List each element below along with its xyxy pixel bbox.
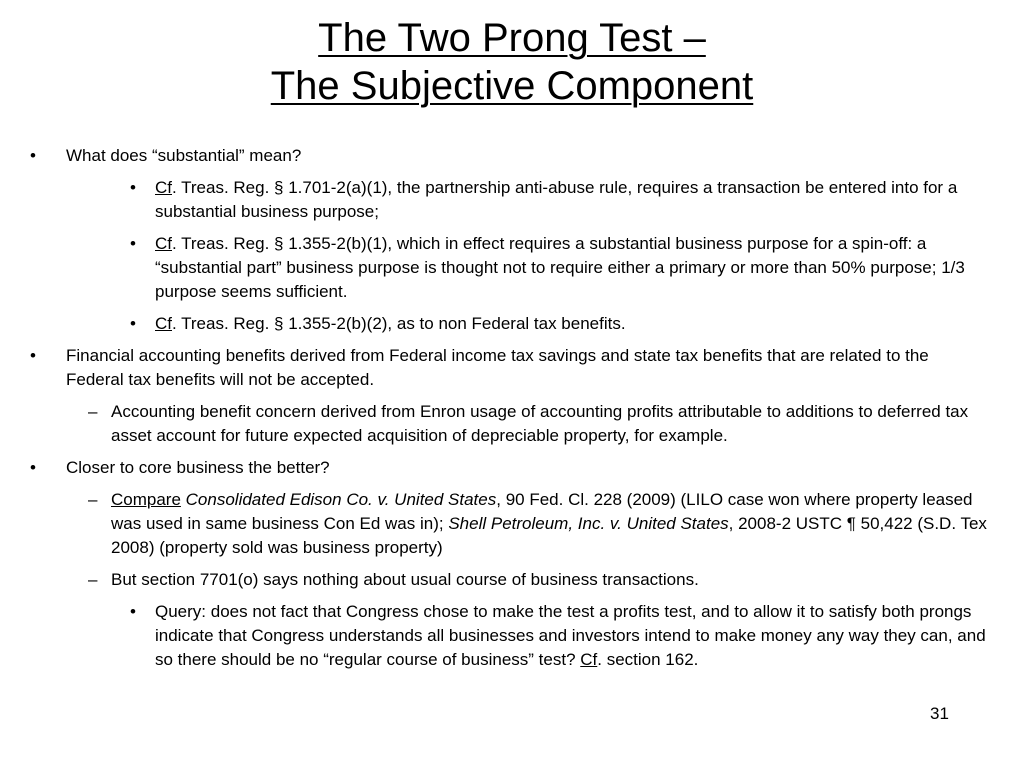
list-item [88,400,990,448]
bullet-text [155,600,990,672]
bullet-text [111,488,990,560]
bullet-body: , 90 Fed. Cl. 228 (2009) (LILO case won where property leased was used in same business Con Ed was in); [111,490,973,533]
bullet-marker: • [130,602,136,621]
slide-number: 31 [930,704,949,723]
list-item [130,232,990,304]
bullet-text [155,232,990,304]
bullet-text [155,176,990,224]
case-name: Consolidated Edison Co. v. United States [185,490,497,509]
bullet-text: What does “substantial” mean? [66,146,302,165]
bullet-body: . Treas. Reg. § 1.355-2(b)(1), which in effect requires a substantial business purpose for a spin-off: a “substantial part” business purpose is thought not to require either a primary or more than 50% purpose; 1/3 purpose seems sufficient. [155,234,965,301]
case-name: Shell Petroleum, Inc. v. United States [448,514,729,533]
slide-title [0,14,1024,110]
bullet-body: Query: does not fact that Congress chose to make the test a profits test, and to allow it to satisfy both prongs indicate that Congress understands all businesses and investors intend to make money any way they can, and so there should be no “regular course of business” test? [155,602,986,669]
list-item [130,312,990,336]
bullet-marker: • [30,458,36,477]
bullet-marker: • [30,146,36,165]
dash-marker: – [88,402,98,421]
list-item [30,144,990,168]
cf-text: Cf [155,178,172,197]
title-line-1: The Two Prong Test – [318,16,706,60]
bullet-body: . Treas. Reg. § 1.701-2(a)(1), the partnership anti-abuse rule, requires a transaction be entered into for a substantial business purpose; [155,178,958,221]
bullet-text [155,312,990,336]
cf-text: Cf [155,234,172,253]
list-item [88,568,990,592]
bullet-marker: • [130,234,136,253]
list-item [130,176,990,224]
bullet-body: . section 162. [597,650,699,669]
bullet-text: Accounting benefit concern derived from Enron usage of accounting profits attributable to additions to deferred tax asset account for future expected acquisition of depreciable property, for example. [111,402,969,445]
bullet-marker: • [30,346,36,365]
list-item [30,344,990,392]
bullet-marker: • [130,178,136,197]
cf-text: Cf [580,650,598,669]
list-item [88,488,990,560]
dash-marker: – [88,490,98,509]
bullet-text: Financial accounting benefits derived from Federal income tax savings and state tax benefits that are related to the Federal tax benefits will not be accepted. [66,346,929,389]
dash-marker: – [88,570,98,589]
compare-text: Compare [111,490,181,509]
bullet-body: . Treas. Reg. § 1.355-2(b)(2), as to non Federal tax benefits. [172,314,626,333]
list-item [130,600,990,672]
cf-text: Cf [155,314,172,333]
bullet-body: , 2008-2 USTC ¶ 50,422 (S.D. Tex 2008) (property sold was business property) [111,514,987,557]
title-line-2: The Subjective Component [270,64,754,108]
list-item [30,456,990,480]
bullet-text: Closer to core business the better? [66,458,330,477]
bullet-text: But section 7701(o) says nothing about usual course of business transactions. [111,570,699,589]
bullet-marker: • [130,314,136,333]
